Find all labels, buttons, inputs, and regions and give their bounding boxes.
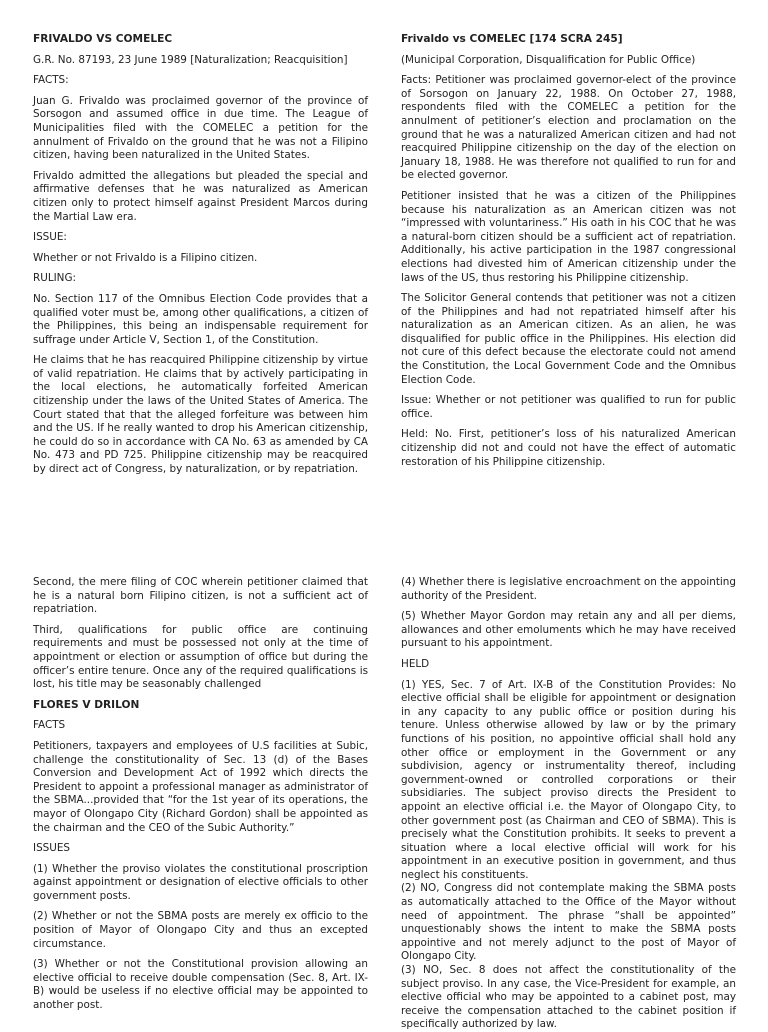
held-block <box>401 679 736 1032</box>
body-paragraph: Third, qualifications for public office are continuing requirements and must be possessed not only at the time of appointment or election or assumption of office but during the officer’s entire tenure. Once any of the required qualifications is lost, his title may be seasonably challenged <box>33 623 368 691</box>
issue-paragraph: Whether or not Frivaldo is a Filipino citizen. <box>33 251 258 264</box>
issue-paragraph: (4) Whether there is legislative encroachment on the appointing authority of the President. <box>401 576 736 602</box>
column-frivaldo-vs-comelec-174-scra <box>401 33 736 476</box>
body-paragraph: Second, the mere filing of COC wherein petitioner claimed that he is a natural born Filipino citizen, is not a sufficient act of repatriation. <box>33 576 368 616</box>
facts-label: FACTS <box>33 719 66 732</box>
body-paragraph: The Solicitor General contends that petitioner was not a citizen of the Philippines and had not repatriated himself after his naturalization as an American citizen. As an alien, he was disqualified for public office in the Philippines. His election did not cure of this defect because the electorate could not amend the Constitution, the Local Government Code and the Omnibus Election Code. <box>401 292 736 386</box>
issue-paragraph: Issue: Whether or not petitioner was qualified to run for public office. <box>401 394 736 420</box>
case-title: Frivaldo vs COMELEC [174 SCRA 245] <box>401 33 623 45</box>
ruling-paragraph: He claims that he has reacquired Philippine citizenship by virtue of valid repatriation. He claims that by actively participating in the local elections, he automatically forfeited American citizenship under the laws of the United States of America. The Court stated that that the alleged forfeiture was between him and the US. If he really wanted to drop his American citizenship, he could do so in accordance with CA No. 63 as amended by CA No. 473 and PD 725. Philippine citizenship may be reacquired by direct act of Congress, by naturalization, or by repatriation. <box>33 354 368 476</box>
case-number: G.R. No. 87193, 23 June 1989 [Naturalization; Reacquisition] <box>33 53 348 66</box>
held-paragraph: (1) YES, Sec. 7 of Art. IX-B of the Constitution Provides: No elective official shall be eligible for appointment or designation in any capacity to any public office or position during his tenure. Unless otherwise allowed by law or by the primary functions of his position, no appointive official shall hold any other office or employment in the Government or any subdivision, agency or instrumentality thereof, including government-owned or controlled corporations or their subsidiaries. The subject proviso directs the President to appoint an elective official i.e. the Mayor of Olongapo City, to other government post (as Chairman and CEO of SBMA). This is precisely what the Constitution prohibits. It seeks to prevent a situation where a local elective official will work for his appointment in an executive position in government, and thus neglect his constituents. <box>401 678 736 881</box>
facts-paragraph: Juan G. Frivaldo was proclaimed governor of the province of Sorsogon and assumed office in due time. The League of Municipalities filed with the COMELEC a petition for the annulment of Frivaldo on the ground that he was not a Filipino citizen, having been naturalized in the United States. <box>33 94 368 162</box>
facts-paragraph: Facts: Petitioner was proclaimed governor-elect of the province of Sorsogon on January 22, 1988. On October 27, 1988, respondents filed with the COMELEC a petition for the annulment of petitioner’s election and proclamation on the ground that he was a naturalized American citizen and had not reacquired Philippine citizenship on the day of the election on January 18, 1988. He was therefore not qualified to run for and be elected governor. <box>401 74 736 182</box>
held-paragraph: (3) NO, Sec. 8 does not affect the constitutionality of the subject proviso. In any case, the Vice-President for example, an elective official who may be appointed to a cabinet post, may receive the compensation attached to the cabinet position if specifically authorized by law. <box>401 964 736 1031</box>
held-paragraph: (2) NO, Congress did not contemplate making the SBMA posts as automatically attached to the Office of the Mayor without need of appointment. The phrase “shall be appointed” unquestionably shows the intent to make the SBMA posts appointive and not merely adjunct to the post of Mayor of Olongapo City. <box>401 882 736 963</box>
column-flores-v-drilon <box>33 576 368 1020</box>
column-frivaldo-vs-comelec <box>33 33 368 484</box>
body-paragraph: Petitioner insisted that he was a citizen of the Philippines because his naturalization as an American citizen was not “impressed with voluntariness.” His oath in his COC that he was a natural-born citizen should be a sufficient act of repatriation. Additionally, his active participation in the 1987 congressional elections had divested him of American citizenship under the laws of the US, thus restoring his Philippine citizenship. <box>401 189 736 284</box>
facts-paragraph: Frivaldo admitted the allegations but pleaded the special and affirmative defenses that he was naturalized as American citizen only to protect himself against President Marcos during the Martial Law era. <box>33 169 368 223</box>
column-flores-v-drilon-held <box>401 576 736 1032</box>
facts-label: FACTS: <box>33 74 69 87</box>
facts-paragraph: Petitioners, taxpayers and employees of U.S facilities at Subic, challenge the constitutionality of Sec. 13 (d) of the Bases Conversion and Development Act of 1992 which directs the President to appoint a professional manager as administrator of the SBMA...provided that “for the 1st year of its operations, the mayor of Olongapo City (Richard Gordon) shall be appointed as the chairman and the CEO of the Subic Authority.” <box>33 739 368 834</box>
issues-label: ISSUES <box>33 842 71 855</box>
ruling-label: RULING: <box>33 272 77 285</box>
held-paragraph: Held: No. First, petitioner’s loss of his naturalized American citizenship did not and could not have the effect of automatic restoration of his Philippine citizenship. <box>401 428 736 468</box>
case-title: FLORES V DRILON <box>33 698 140 711</box>
held-label: HELD <box>401 657 430 670</box>
issue-paragraph: (5) Whether Mayor Gordon may retain any and all per diems, allowances and other emoluments which he may have received pursuant to his appointment. <box>401 610 736 650</box>
case-title: FRIVALDO VS COMELEC <box>33 33 173 45</box>
issue-label: ISSUE: <box>33 231 67 244</box>
case-subtitle: (Municipal Corporation, Disqualification for Public Office) <box>401 53 696 66</box>
issue-paragraph: (2) Whether or not the SBMA posts are merely ex officio to the position of Mayor of Olongapo City and thus an excepted circumstance. <box>33 910 368 950</box>
issue-paragraph: (1) Whether the proviso violates the constitutional proscription against appointment or designation of elective officials to other government posts. <box>33 862 368 902</box>
ruling-paragraph: No. Section 117 of the Omnibus Election Code provides that a qualified voter must be, among other qualifications, a citizen of the Philippines, this being an indispensable requirement for suffrage under Article V, Section 1, of the Constitution. <box>33 292 368 346</box>
issue-paragraph: (3) Whether or not the Constitutional provision allowing an elective official to receive double compensation (Sec. 8, Art. IX-B) would be useless if no elective official may be appointed to another post. <box>33 958 368 1012</box>
